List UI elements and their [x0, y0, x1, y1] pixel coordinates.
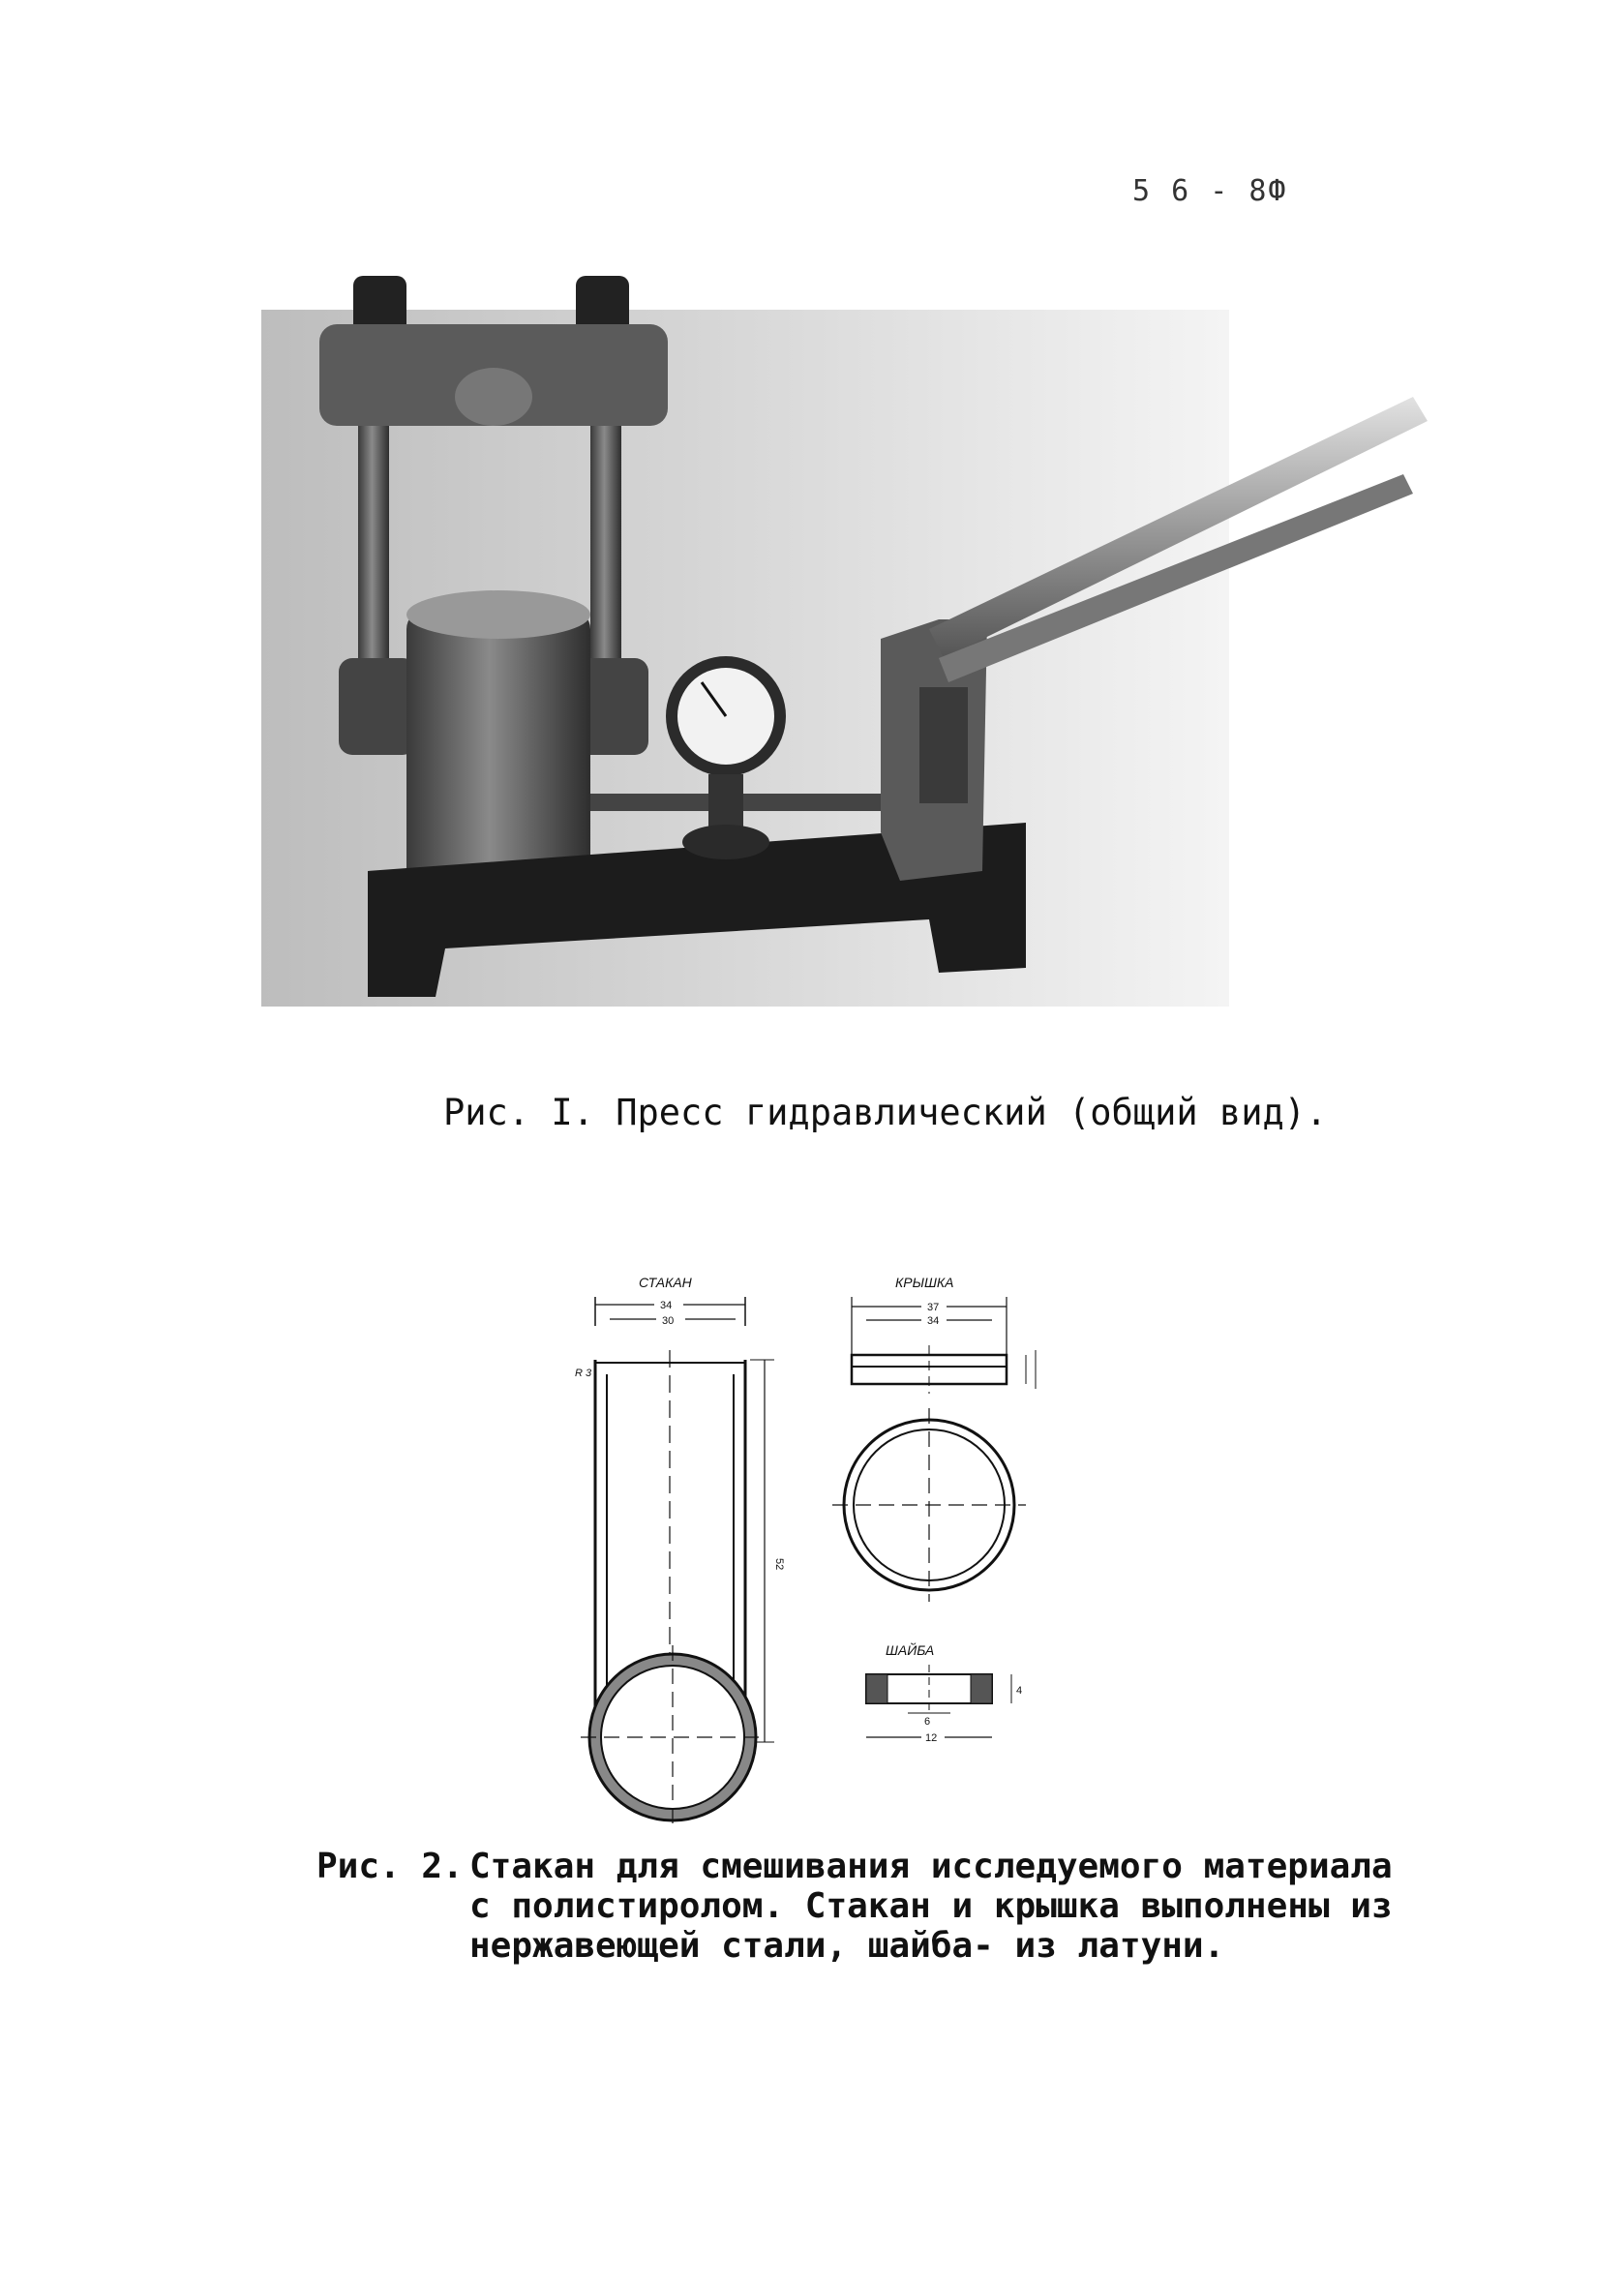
washer-hole-dim: 6 — [924, 1716, 931, 1728]
cup-outer-dim: 34 — [660, 1300, 673, 1311]
washer-width-dim: 12 — [925, 1732, 938, 1744]
washer-height-dim: 4 — [1016, 1685, 1023, 1697]
cup-plan-view — [581, 1645, 765, 1829]
lid-outer-dim: 37 — [927, 1302, 940, 1313]
figure1-caption: Рис. I. Пресс гидравлический (общий вид). — [443, 1092, 1328, 1133]
lid-label: КРЫШКА — [895, 1275, 954, 1290]
figure2-caption-prefix: Рис. 2. — [316, 1847, 464, 1886]
figure2-caption-line3: нержавеющей стали, шайба- из латуни. — [469, 1926, 1225, 1966]
cup-height-dim: 52 — [773, 1558, 785, 1571]
cup-inner-dim: 30 — [662, 1315, 675, 1327]
hydraulic-press-photo — [261, 252, 1432, 1007]
washer-label: ШАЙБА — [886, 1642, 935, 1658]
cup-radius-top: R 3 — [575, 1368, 592, 1379]
page-mark: 5 6 - 8Ф — [1132, 174, 1288, 208]
cup-label: СТАКАН — [639, 1275, 692, 1290]
lid-inner-dim: 34 — [927, 1315, 940, 1327]
figure2-caption — [316, 1847, 1393, 1966]
figure2-caption-line1: Стакан для смешивания исследуемого материала — [469, 1847, 1393, 1886]
figure2-caption-line2: с полистиролом. Стакан и крышка выполнены из — [469, 1886, 1393, 1926]
